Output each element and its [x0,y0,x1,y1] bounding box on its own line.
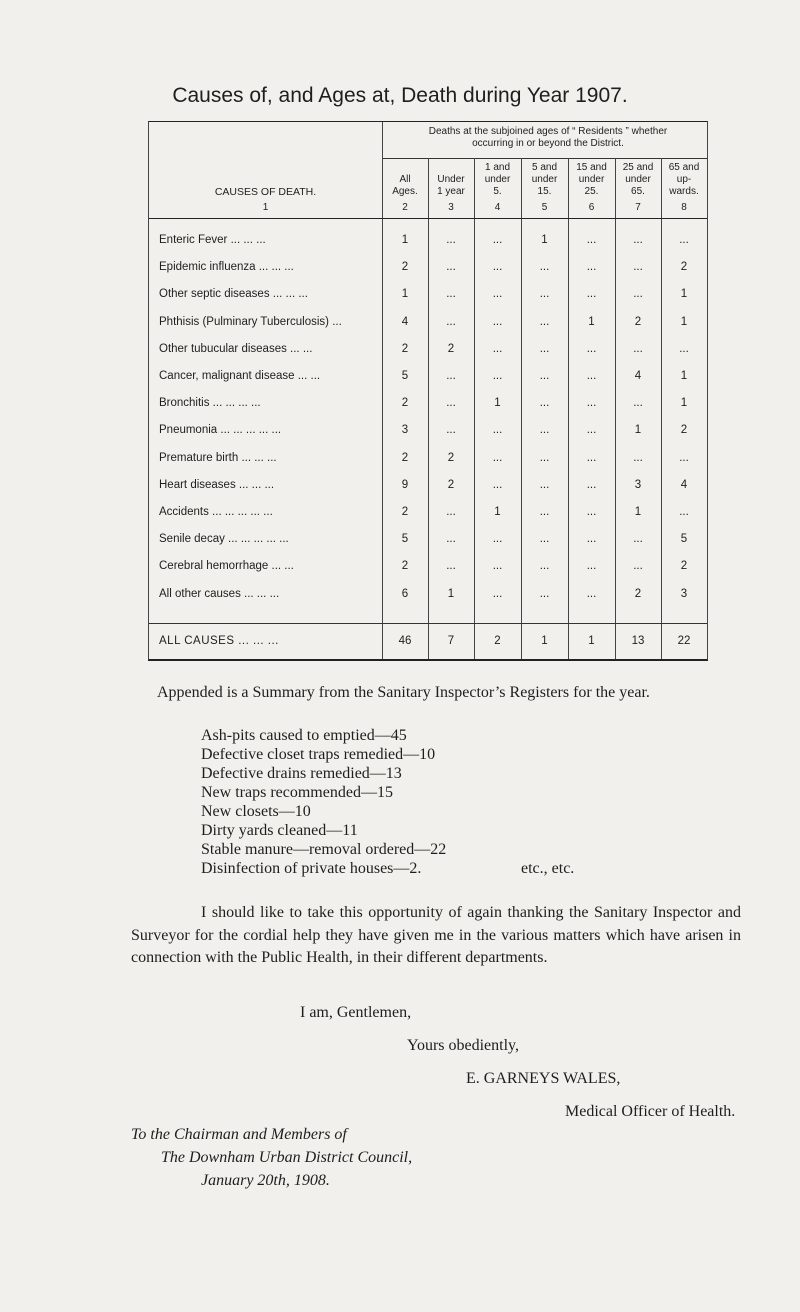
col-number: 7 [635,202,641,213]
table-cell: ... [679,342,689,355]
table-cell: 2 [634,315,642,328]
table-cell: ... [492,424,503,437]
table-cell: 2 [401,506,409,518]
table-cell: ... [539,587,550,600]
table-cell: ... [492,342,503,355]
cause-label: Enteric Fever ... ... ... [159,234,266,246]
table-cell: ... [633,234,643,246]
table-cell: 2 [401,342,409,355]
total-cell: 46 [398,635,412,647]
table-cell: 2 [401,397,409,410]
table-cell: ... [539,288,550,301]
table-cell: 2 [680,424,688,437]
table-cell: 1 [680,370,688,382]
table-cell: 2 [401,261,409,274]
table-cell: 5 [680,533,688,546]
col-header-5-to-15: 5 and under 15. [531,162,558,197]
table-cell: 2 [680,261,688,274]
table-cell: 2 [447,451,455,464]
table-cell: ... [446,234,456,246]
table-cell: ... [679,234,689,246]
signature-title: Medical Officer of Health. [565,1103,736,1120]
col-number: 8 [681,202,687,213]
table-cell: ... [446,397,456,410]
table-cell: ... [633,288,643,301]
col-header-under-1: Under 1 year [437,174,465,197]
table-cell: 1 [494,397,501,410]
col-header-all-ages: All Ages. [392,174,418,197]
table-cell: 2 [634,587,642,600]
table-cell: 4 [401,315,409,328]
col-number: 6 [588,202,595,213]
group-header: Deaths at the subjoined ages of “ Residents ” whether occurring in or beyond the District. [428,126,668,149]
table-cell: ... [539,560,550,573]
table-cell: ... [492,261,503,274]
table-cell: ... [586,506,597,518]
cause-label: Heart diseases ... ... ... [159,478,275,491]
table-cell: ... [446,315,456,328]
total-cell: 13 [631,635,645,647]
summary-item: Ash-pits caused to emptied—45 [201,727,407,744]
table-cell: ... [633,560,643,573]
table-cell: ... [586,451,597,464]
col-number: 1 [262,202,269,213]
table-cell: ... [492,288,503,301]
closing: Yours obediently, [407,1037,520,1054]
summary-item: Defective closet traps remedied—10 [201,746,436,763]
cause-column-header: CAUSES OF DEATH. [214,186,317,198]
summary-intro: Appended is a Summary from the Sanitary Inspector’s Registers for the year. [157,684,650,701]
cause-label: Other septic diseases ... ... ... [159,288,308,301]
table-cell: ... [586,560,597,573]
summary-item: Stable manure—removal ordered—22 [201,841,447,858]
table-cell: 3 [680,587,688,600]
summary-item: Dirty yards cleaned—11 [201,822,358,839]
table-cell: ... [446,424,456,437]
table-cell: 1 [541,234,548,246]
table-cell: ... [539,506,550,518]
table-cell: 4 [634,370,642,382]
table-cell: 2 [680,560,688,573]
cause-label: Bronchitis ... ... ... ... [159,397,261,410]
total-label: ALL CAUSES ... ... ... [159,635,279,647]
table-cell: 1 [634,424,642,437]
table-cell: ... [586,533,597,546]
table-cell: 1 [401,234,409,246]
table-cell: 4 [680,478,688,491]
total-cell: 1 [588,635,595,647]
table-cell: 1 [447,587,455,600]
table-cell: ... [539,451,550,464]
table-cell: 1 [680,397,688,410]
total-cell: 2 [494,635,501,647]
cause-label: Accidents ... ... ... ... ... [159,506,273,518]
col-header-15-to-25: 15 and under 25. [576,162,607,197]
col-header-65-up: 65 and up- wards. [668,162,700,197]
total-cell: 1 [541,635,548,647]
cause-label: Cerebral hemorrhage ... ... [159,560,294,573]
table-cell: ... [446,533,456,546]
table-cell: ... [586,424,597,437]
table-cell: 9 [401,478,409,491]
table-cell: ... [539,261,550,274]
table-cell: ... [492,370,503,382]
table-cell: ... [539,370,550,382]
table-cell: 2 [447,478,455,491]
cause-label: Phthisis (Pulminary Tuberculosis) ... [159,315,342,328]
table-cell: ... [492,478,503,491]
table-cell: 1 [401,288,409,301]
table-cell: 1 [680,288,688,301]
addressee-line-2: The Downham Urban District Council, [161,1149,413,1166]
signature-name: E. GARNEYS WALES, [466,1070,621,1087]
table-cell: 1 [494,506,501,518]
cause-label: Premature birth ... ... ... [159,451,277,464]
cause-label: Senile decay ... ... ... ... ... [159,533,289,546]
table-cell: ... [586,478,597,491]
salutation: I am, Gentlemen, [300,1004,412,1021]
table-cell: 2 [447,342,455,355]
etc-text: etc., etc. [521,860,575,877]
table-cell: 2 [401,451,409,464]
summary-item: Disinfection of private houses—2. [201,860,422,877]
table-cell: ... [586,342,597,355]
table-cell: ... [633,342,643,355]
table-cell: ... [492,587,503,600]
causes-of-death-table [148,121,708,661]
total-cell: 22 [677,635,691,647]
table-cell: ... [492,315,503,328]
page-title: Causes of, and Ages at, Death during Year 1907. [172,84,628,107]
table-cell: ... [446,560,456,573]
table-cell: ... [539,342,550,355]
col-header-25-to-65: 25 and under 65. [622,162,654,197]
table-cell: ... [446,288,456,301]
table-cell: ... [586,288,597,301]
table-cell: ... [446,370,456,382]
table-cell: 1 [634,506,642,518]
table-cell: ... [633,261,643,274]
table-cell: ... [492,451,503,464]
table-cell: ... [679,506,689,518]
table-cell: ... [586,261,597,274]
summary-item: New traps recommended—15 [201,784,393,801]
table-cell: ... [586,397,597,410]
table-cell: 3 [634,478,642,491]
col-number: 4 [494,202,501,213]
table-cell: ... [539,478,550,491]
table-cell: ... [633,451,643,464]
cause-label: All other causes ... ... ... [159,587,280,600]
table-cell: 5 [401,533,409,546]
table-cell: ... [586,587,597,600]
addressee-line-1: To the Chairman and Members of [131,1126,347,1143]
col-number: 5 [541,202,548,213]
table-cell: ... [446,506,456,518]
table-cell: ... [679,451,689,464]
date-line: January 20th, 1908. [201,1172,330,1189]
table-cell: 5 [401,370,409,382]
total-cell: 7 [447,635,455,647]
table-cell: ... [492,533,503,546]
cause-label: Epidemic influenza ... ... ... [159,261,294,274]
table-cell: ... [633,397,643,410]
table-cell: 6 [401,587,409,600]
summary-item: Defective drains remedied—13 [201,765,402,782]
table-cell: ... [492,234,503,246]
table-cell: 1 [588,315,595,328]
col-number: 3 [448,202,454,213]
thanks-paragraph: I should like to take this opportunity of again thanking the Sanitary Inspector and Surveyor for the cordial help they have given me in the various matters which have arisen in connection with the Public Health, in their different departments. [131,904,741,966]
table-cell: ... [539,533,550,546]
table-cell: 3 [401,424,409,437]
table-cell: 1 [680,315,688,328]
table-cell: ... [492,560,503,573]
table-cell: 2 [401,560,409,573]
summary-item: New closets—10 [201,803,311,820]
table-cell: ... [586,234,597,246]
col-header-1-to-5: 1 and under 5. [484,162,511,197]
cause-label: Cancer, malignant disease ... ... [159,370,321,382]
table-cell: ... [446,261,456,274]
table-cell: ... [633,533,643,546]
table-cell: ... [539,397,550,410]
col-number: 2 [402,202,408,213]
table-cell: ... [586,370,597,382]
table-cell: ... [539,315,550,328]
cause-label: Other tubucular diseases ... ... [159,342,313,355]
table-cell: ... [539,424,550,437]
cause-label: Pneumonia ... ... ... ... ... [159,424,282,437]
